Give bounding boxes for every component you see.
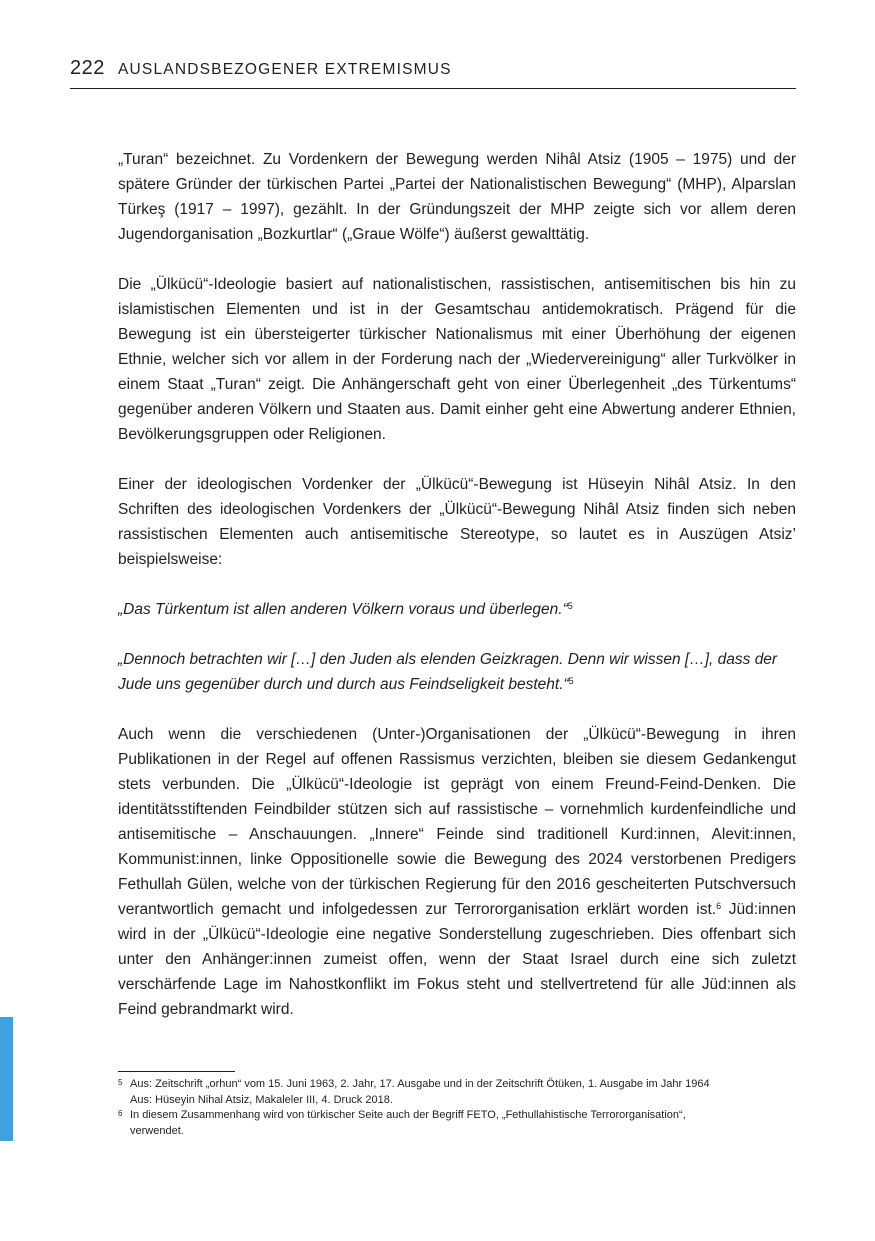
footnote-6 (118, 1108, 808, 1139)
footnote-divider (118, 1071, 235, 1072)
paragraph-4-part-1: Auch wenn die verschiedenen (Unter-)Organisationen der „Ülkücü“-Bewegung in ihren Publikationen in der Regel auf offenen Rassismus verzichten, bleiben sie diesem Gedankengut stets verbunden. Die „Ülkücü“-Ideologie ist geprägt von einem Freund-Feind-Denken. Die identitätsstiftenden Feindbilder stützen sich auf rassistische – vornehmlich kurdenfeindliche und antisemitische – Anschauungen. „Innere“ Feinde sind traditionell Kurd:innen, Alevit:innen, Kommunist:innen, linke Oppositionelle sowie die Bewegung des 2024 verstorbenen Predigers Fethullah Gülen, welche von der türkischen Regierung für den 2016 gescheiterten Putschversuch verantwortlich gemacht und infolgedessen zur Terrororganisation erklärt worden ist. (118, 726, 796, 918)
footnote-ref-5: 5 (567, 601, 573, 611)
paragraph-2: Die „Ülkücü“-Ideologie basiert auf nationalistischen, rassistischen, antisemitischen bis hin zu islamistischen Elementen und ist in der Gesamtschau antidemokratisch. Prägend für die Bewegung ist ein übersteigerter türkischer Nationalismus mit einer Überhöhung der eigenen Ethnie, welcher sich vor allem in der Forderung nach der „Wiedervereinigung“ aller Turkvölker in einem Staat „Turan“ zeigt. Die Anhängerschaft geht von einer Überlegenheit „des Türkentums“ gegenüber anderen Völkern und Staaten aus. Damit einher geht eine Abwertung anderer Ethnien, Bevölkerungsgruppen oder Religionen. (118, 276, 796, 443)
footnote-5 (118, 1077, 808, 1108)
footnotes (118, 1077, 808, 1139)
quote-1-text: „Das Türkentum ist allen anderen Völkern voraus und überlegen.“ (118, 601, 568, 618)
footnote-5-line-1: Aus: Zeitschrift „orhun“ vom 15. Juni 1963, 2. Jahr, 17. Ausgabe und in der Zeitschrift Ötüken, 1. Ausgabe im Jahr 1964 (130, 1078, 710, 1090)
footnote-6-line-1: In diesem Zusammenhang wird von türkischer Seite auch der Begriff FETO, „Fethullahistische Terrororganisation“, (130, 1109, 686, 1121)
paragraph-3: Einer der ideologischen Vordenker der „Ülkücü“-Bewegung ist Hüseyin Nihâl Atsiz. In den Schriften des ideologischen Vordenkers der „Ülkücü“-Bewegung Nihâl Atsiz finden sich neben rassistischen Elementen auch antisemitische Stereotype, so lautet es in Auszügen Atsiz’ beispielsweise: (118, 476, 796, 568)
page-number: 222 (70, 57, 105, 79)
main-text (118, 147, 796, 1047)
running-title: AUSLANDSBEZOGENER EXTREMISMUS (118, 61, 452, 78)
footnote-ref-5b: 5 (568, 676, 574, 686)
footnote-ref-6: 6 (716, 901, 722, 911)
footnote-5-mark: 5 (118, 1078, 123, 1087)
footnote-5-line-2: Aus: Hüseyin Nihal Atsiz, Makaleler III, 4. Druck 2018. (130, 1093, 393, 1106)
quote-2-text: „Dennoch betrachten wir […] den Juden als elenden Geizkragen. Denn wir wissen […], dass der Jude uns gegenüber durch und durch aus Feindseligkeit besteht.“ (118, 651, 778, 693)
paragraph-1: „Turan“ bezeichnet. Zu Vordenkern der Bewegung werden Nihâl Atsiz (1905 – 1975) und der spätere Gründer der türkischen Partei „Partei der Nationalistischen Bewegung“ (MHP), Alparslan Türkeş (1917 – 1997), gezählt. In der Gründungszeit der MHP zeigte sich vor allem deren Jugendorganisation „Bozkurtlar“ („Graue Wölfe“) äußerst gewalttätig. (118, 151, 796, 243)
paragraph-4 (118, 722, 796, 1022)
footnote-6-mark: 6 (118, 1109, 123, 1118)
chapter-color-tab (0, 1017, 13, 1141)
quote-1 (118, 597, 796, 622)
quote-2 (118, 647, 796, 697)
paragraph-4-part-2: Jüd:innen wird in der „Ülkücü“-Ideologie eine negative Sonderstellung zugeschrieben. Dies offenbart sich unter den Anhänger:innen zumeist offen, wenn der Staat Israel durch eine sich zuletzt verschärfende Lage im Nahostkonflikt im Fokus steht und stellvertretend für alle Jüd:innen als Feind gebrandmarkt wird. (118, 901, 796, 1018)
page-header (70, 56, 796, 89)
footnote-6-line-2: verwendet. (130, 1124, 184, 1137)
